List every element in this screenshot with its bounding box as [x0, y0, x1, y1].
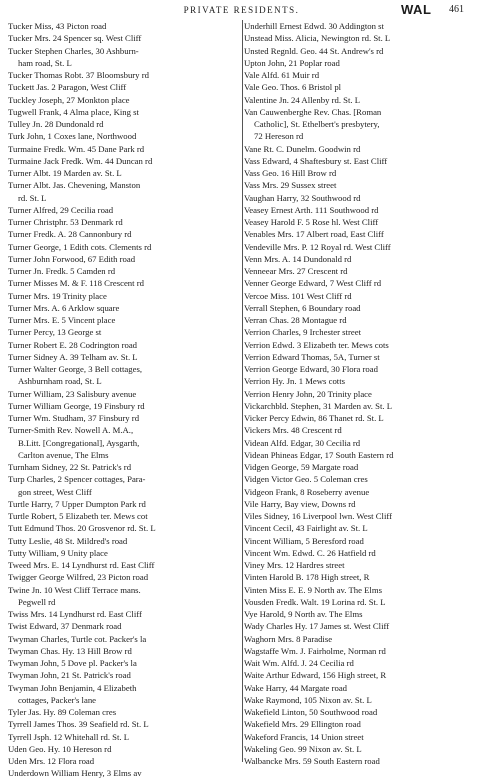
directory-entry: Venneear Mrs. 27 Crescent rd	[244, 266, 348, 276]
directory-entry: Vidgen George, 59 Margate road	[244, 462, 359, 472]
directory-entry: Vass Geo. 16 Hill Brow rd	[244, 168, 337, 178]
directory-entry: Tutty William, 9 Unity place	[8, 547, 108, 558]
directory-entry-continuation: ham road, St. L	[18, 57, 72, 68]
directory-entry: Turner Christphr. 53 Denmark rd	[8, 217, 123, 227]
page-number: 461	[449, 4, 464, 15]
directory-entry-continuation: B.Litt. [Congregational], Aysgarth,	[18, 437, 140, 448]
directory-entry: Tutt Edmund Thos. 20 Grosvenor rd. St. L	[8, 523, 156, 534]
directory-entry: Tuckett Jas. 2 Paragon, West Cliff	[8, 82, 127, 93]
page-title: PRIVATE RESIDENTS.	[183, 5, 300, 15]
directory-entry: Twyman John, 5 Dove pl. Packer's la	[8, 658, 137, 668]
directory-entry: Wakefield Linton, 50 Southwood road	[244, 707, 378, 717]
directory-entry: Vinten Harold B. 178 High street, R	[244, 572, 370, 583]
directory-entry: Tweed Mrs. E. 14 Lyndhurst rd. East Cliff	[8, 560, 155, 570]
directory-entry: Turner Alfred, 29 Cecilia road	[8, 204, 114, 215]
directory-entry: Vile Harry, Bay view, Downs rd	[244, 498, 356, 509]
directory-entry: Turner Albt. 19 Marden av. St. L	[8, 168, 122, 178]
directory-entry: Verrion Henry John, 20 Trinity place	[244, 388, 372, 399]
directory-entry: Turner Mrs. 19 Trinity place	[8, 290, 107, 301]
directory-entry: Vickarchbld. Stephen, 31 Marden av. St. L	[244, 400, 393, 411]
directory-entry: Turp Charles, 2 Spencer cottages, Para-	[8, 474, 146, 485]
directory-entry: Turmaine Fredk. Wm. 45 Dane Park rd	[8, 143, 145, 154]
directory-entry: Turner Wm. Studham, 37 Finsbury rd	[8, 413, 140, 423]
directory-entry: Vercoe Miss. 101 West Cliff rd	[244, 290, 352, 301]
directory-entry: Verran Chas. 28 Montague rd	[244, 315, 347, 325]
directory-entry-continuation: Carlton avenue, The Elms	[18, 449, 109, 460]
directory-entry: Turner John Forwood, 67 Edith road	[8, 253, 136, 264]
directory-entry: Turner Mrs. E. 5 Vincent place	[8, 315, 116, 325]
directory-entry: Vaughan Harry, 32 Southwood rd	[244, 192, 361, 203]
directory-entry: Tutty Leslie, 48 St. Mildred's road	[8, 535, 128, 546]
directory-entry: Turner William George, 19 Finsbury rd	[8, 400, 145, 411]
directory-entry: Vendeville Mrs. P. 12 Royal rd. West Cliff	[244, 241, 391, 252]
directory-entry: Wake Harry, 44 Margate road	[244, 682, 348, 693]
directory-entry: Uden Geo. Hy. 10 Hereson rd	[8, 743, 112, 754]
directory-entry: Wait Wm. Alfd. J. 24 Cecilia rd	[244, 658, 354, 668]
directory-entry: Turner Misses M. & F. 118 Crescent rd	[8, 278, 144, 289]
directory-entry-continuation: cottages, Packer's lane	[18, 694, 97, 705]
directory-entry: Turner Albt. Jas. Chevening, Manston	[8, 180, 141, 191]
directory-entry: Verrion Charles, 9 Irchester street	[244, 327, 361, 338]
directory-entry: Vousden Fredk. Walt. 19 Lorina rd. St. L	[244, 596, 386, 607]
directory-entry: Twigger George Wilfred, 23 Picton road	[8, 572, 149, 583]
directory-entry: Tyrrell Jsph. 12 Whitehall rd. St. L	[8, 731, 130, 742]
directory-entry: Tuckley Joseph, 27 Monkton place	[8, 94, 130, 105]
directory-entry: Videan Alfd. Edgar, 30 Cecilia rd	[244, 437, 361, 448]
directory-entry: Wagstaffe Wm. J. Fairholme, Norman rd	[244, 645, 386, 656]
directory-entry: Vincent Wm. Edwd. C. 26 Hatfield rd	[244, 547, 376, 558]
directory-entry: Twist Edward, 37 Denmark road	[8, 621, 122, 632]
directory-entry: Vicker Percy Edwin, 86 Thanet rd. St. L	[244, 413, 384, 423]
directory-entry: Tyler Jas. Hy. 89 Coleman cres	[8, 707, 117, 717]
directory-entry: Twyman John Benjamin, 4 Elizabeth	[8, 682, 137, 693]
directory-entry: Turner Percy, 13 George st	[8, 327, 102, 338]
page-header	[0, 2, 483, 18]
directory-entry: Wakeford Francis, 14 Union street	[244, 731, 364, 742]
directory-entry: Turtle Robert, 5 Elizabeth ter. Mews cot	[8, 511, 148, 521]
directory-entry-continuation: Ashburnham road, St. L	[18, 376, 102, 387]
directory-entry: Vane Rt. C. Dunelm. Goodwin rd	[244, 143, 361, 154]
directory-entry: Walbancke Mrs. 59 South Eastern road	[244, 756, 380, 766]
directory-entry: Wady Charles Hy. 17 James st. West Cliff	[244, 621, 390, 632]
directory-entry: Tugwell Frank, 4 Alma place, King st	[8, 106, 139, 117]
directory-entry: Tucker Stephen Charles, 30 Ashburn-	[8, 45, 139, 56]
directory-entry: Vincent William, 5 Beresford road	[244, 535, 364, 546]
directory-entry: Turner George, 1 Edith cots. Clements rd	[8, 241, 152, 252]
directory-entry: Twyman Charles, Turtle cot. Packer's la	[8, 633, 147, 644]
directory-entry: Viles Sidney, 16 Liverpool lwn. West Cliff	[244, 511, 392, 521]
directory-entry: Vass Edward, 4 Shaftesbury st. East Cliff	[244, 155, 388, 166]
directory-entry: Vidgen Victor Geo. 5 Coleman cres	[244, 474, 368, 485]
directory-entry-continuation: Catholic], St. Ethelbert's presbytery,	[254, 119, 380, 129]
directory-entry-continuation: rd. St. L	[18, 192, 47, 203]
directory-entry-continuation: 72 Hereson rd	[254, 131, 304, 142]
directory-entry: Uden Mrs. 12 Flora road	[8, 756, 95, 766]
directory-entry: Tulley Jn. 28 Dundonald rd	[8, 119, 104, 129]
directory-entry: Underhill Ernest Edwd. 30 Addington st	[244, 21, 384, 31]
directory-entry: Turmaine Jack Fredk. Wm. 44 Duncan rd	[8, 155, 153, 166]
directory-entry-continuation: Pegwell rd	[18, 596, 56, 607]
directory-entry: Turner-Smith Rev. Nowell A. M.A.,	[8, 425, 134, 436]
directory-entry: Vale Alfd. 61 Muir rd	[244, 70, 320, 80]
directory-entry: Van Cauwenberghe Rev. Chas. [Roman	[244, 106, 382, 117]
directory-entry: Turner Jn. Fredk. 5 Camden rd	[8, 266, 116, 276]
directory-entry: Vye Harold, 9 North av. The Elms	[244, 609, 363, 619]
directory-entry: Unstead Miss. Alicia, Newington rd. St. L	[244, 33, 391, 44]
directory-entry: Wakeling Geo. 99 Nixon av. St. L	[244, 743, 362, 754]
directory-entry: Verrion Edwd. 3 Elizabeth ter. Mews cots	[244, 339, 389, 350]
directory-entry: Turner Mrs. A. 6 Arklow square	[8, 302, 120, 313]
directory-entry: Wakefield Mrs. 29 Ellington road	[244, 719, 361, 730]
directory-entry: Turner Walter George, 3 Bell cottages,	[8, 364, 143, 374]
directory-entry: Vinten Miss E. E. 9 North av. The Elms	[244, 584, 382, 595]
directory-entry: Verrion Hy. Jn. 1 Mews cotts	[244, 376, 346, 387]
directory-entry: Veasey Ernest Arth. 111 Southwood rd	[244, 204, 379, 215]
directory-entry: Turner Fredk. A. 28 Cannonbury rd	[8, 229, 132, 240]
directory-entry: Waghorn Mrs. 8 Paradise	[244, 633, 333, 644]
directory-entry: Twyman John, 21 St. Patrick's road	[8, 670, 131, 681]
directory-entry: Turk John, 1 Coxes lane, Northwood	[8, 131, 137, 142]
directory-entry: Upton John, 21 Poplar road	[244, 57, 340, 68]
directory-entry: Tucker Mrs. 24 Spencer sq. West Cliff	[8, 33, 142, 44]
directory-entry: Verrall Stephen, 6 Boundary road	[244, 302, 361, 313]
directory-entry: Verrion George Edward, 30 Flora road	[244, 364, 378, 374]
directory-entry: Veasey Harold F. 5 Rose hl. West Cliff	[244, 217, 379, 227]
directory-entry: Wake Raymond, 105 Nixon av. St. L	[244, 694, 372, 705]
running-head-keyword: WAL	[401, 2, 432, 17]
directory-entry: Valentine Jn. 24 Allenby rd. St. L	[244, 94, 361, 105]
directory-entry: Turnham Sidney, 22 St. Patrick's rd	[8, 462, 132, 472]
left-column	[8, 20, 246, 780]
directory-entry: Tucker Thomas Robt. 37 Bloomsbury rd	[8, 70, 149, 80]
directory-entry: Waite Arthur Edward, 156 High street, R	[244, 670, 387, 681]
directory-entry: Twiss Mrs. 14 Lyndhurst rd. East Cliff	[8, 609, 142, 619]
directory-entry: Venner George Edward, 7 West Cliff rd	[244, 278, 382, 289]
directory-entry-continuation: gon street, West Cliff	[18, 486, 92, 497]
column-divider	[242, 20, 243, 762]
directory-entry: Unsted Regnld. Geo. 44 St. Andrew's rd	[244, 45, 384, 56]
directory-entry: Tucker Miss, 43 Picton road	[8, 21, 107, 31]
directory-entry: Vale Geo. Thos. 6 Bristol pl	[244, 82, 342, 93]
directory-entry: Turner Sidney A. 39 Telham av. St. L	[8, 351, 138, 362]
directory-entry: Verrion Edward Thomas, 5A, Turner st	[244, 351, 380, 362]
directory-entry: Videan Phineas Edgar, 17 South Eastern rd	[244, 449, 394, 460]
directory-entry: Vincent Cecil, 43 Fairlight av. St. L	[244, 523, 368, 534]
directory-entry: Twine Jn. 10 West Cliff Terrace mans.	[8, 584, 141, 595]
right-column	[244, 20, 480, 767]
directory-entry: Underdown William Henry, 3 Elms av	[8, 768, 142, 779]
directory-entry: Venn Mrs. A. 14 Dundonald rd	[244, 253, 352, 264]
directory-entry: Vickers Mrs. 48 Crescent rd	[244, 425, 342, 436]
directory-entry: Turner Robert E. 28 Codrington road	[8, 339, 138, 350]
directory-entry: Vass Mrs. 29 Sussex street	[244, 180, 337, 191]
directory-entry: Twyman Chas. Hy. 13 Hill Brow rd	[8, 645, 132, 656]
directory-entry: Venables Mrs. 17 Albert road, East Cliff	[244, 229, 384, 240]
directory-entry: Turtle Harry, 7 Upper Dumpton Park rd	[8, 498, 146, 509]
directory-entry: Vidgeon Frank, 8 Roseberry avenue	[244, 486, 370, 497]
directory-entry: Turner William, 23 Salisbury avenue	[8, 388, 137, 399]
directory-entry: Tyrrell James Thos. 39 Seafield rd. St. L	[8, 719, 149, 730]
directory-entry: Viney Mrs. 12 Hardres street	[244, 560, 345, 570]
